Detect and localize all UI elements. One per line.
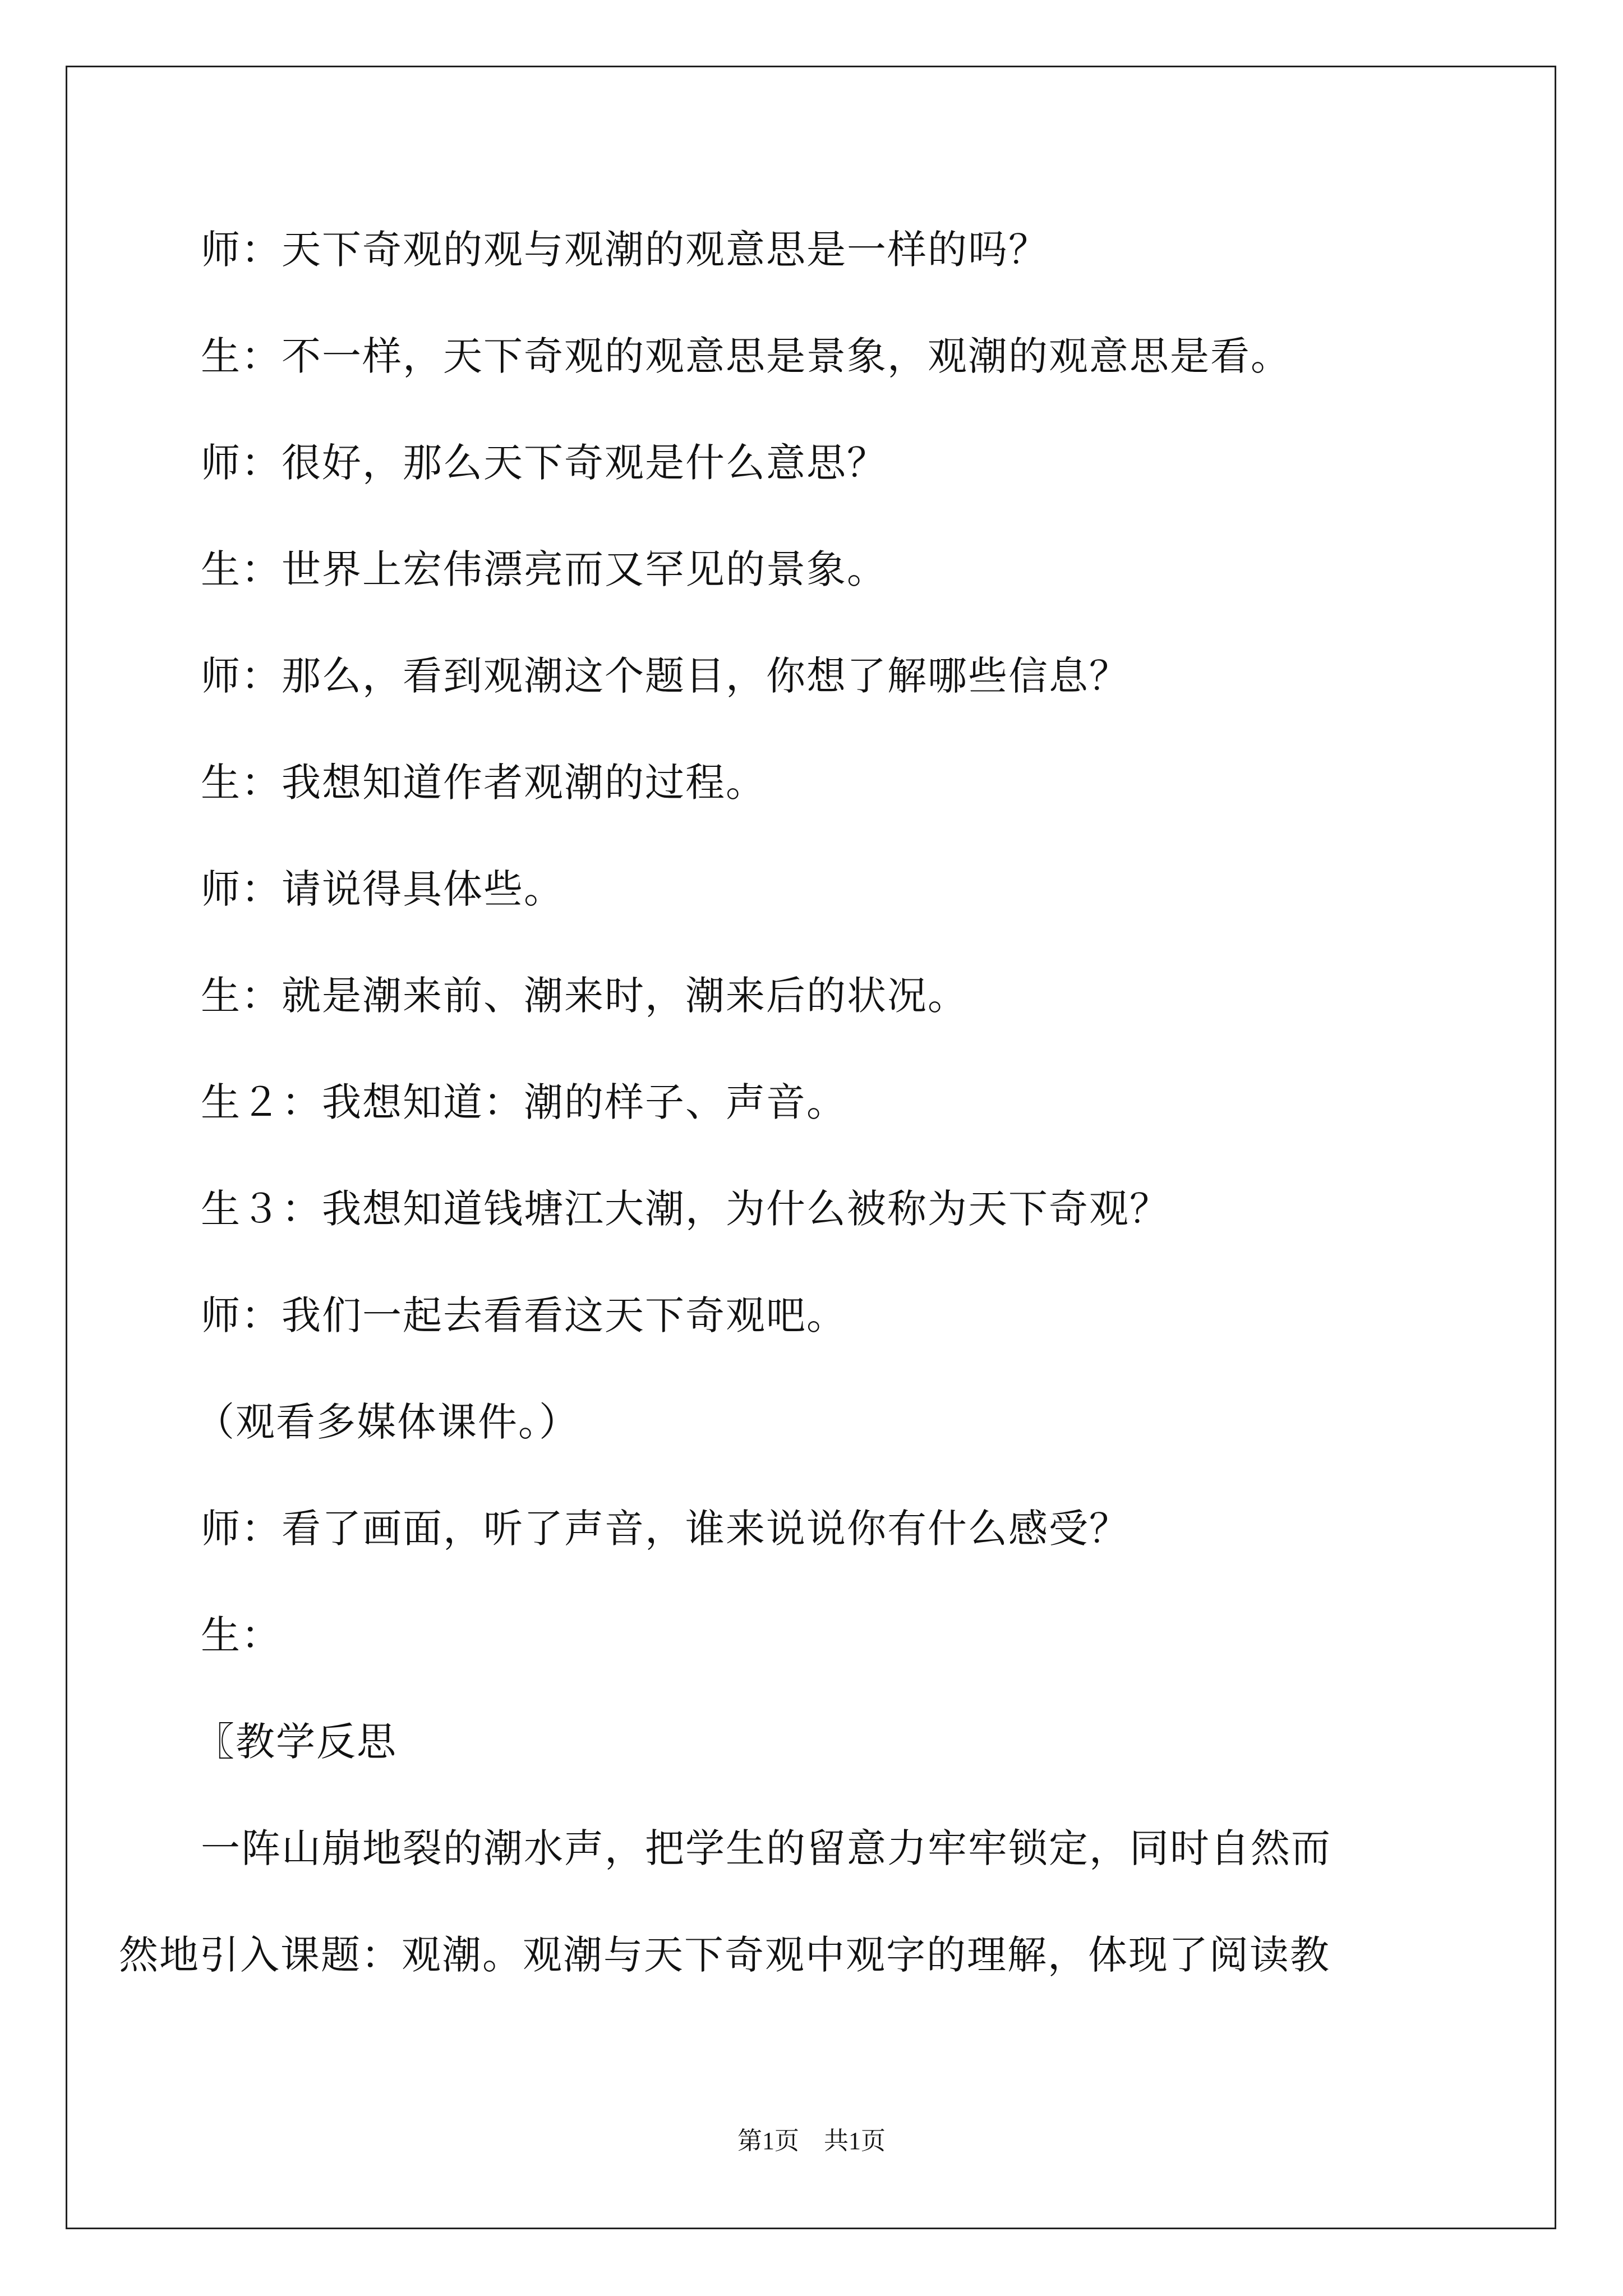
paragraph-line: 然地引入课题：观潮。观潮与天下奇观中观字的理解，体现了阅读教 bbox=[119, 1932, 1330, 1978]
page-border bbox=[66, 66, 1556, 2229]
dialogue-line: 生：就是潮来前、潮来时，潮来后的状况。 bbox=[201, 973, 968, 1019]
dialogue-line: 生：不一样，天下奇观的观意思是景象，观潮的观意思是看。 bbox=[201, 333, 1291, 379]
dialogue-line: 生： bbox=[201, 1612, 282, 1658]
stage-direction: （观看多媒体课件。） bbox=[195, 1399, 579, 1445]
paragraph-line: 一阵山崩地裂的潮水声，把学生的留意力牢牢锁定，同时自然而 bbox=[201, 1825, 1331, 1871]
dialogue-line: 师：那么，看到观潮这个题目，你想了解哪些信息？ bbox=[201, 653, 1129, 699]
dialogue-line: 师：请说得具体些。 bbox=[201, 866, 564, 912]
page-footer: 第1页 共1页 bbox=[737, 2127, 886, 2155]
dialogue-line: 师：天下奇观的观与观潮的观意思是一样的吗？ bbox=[201, 227, 1049, 273]
dialogue-line: 生２：我想知道：潮的样子、声音。 bbox=[201, 1079, 847, 1125]
dialogue-line: 生：我想知道作者观潮的过程。 bbox=[201, 760, 766, 806]
dialogue-line: 师：很好，那么天下奇观是什么意思？ bbox=[201, 440, 887, 486]
dialogue-line: 师：看了画面，听了声音，谁来说说你有什么感受？ bbox=[201, 1506, 1129, 1552]
section-heading: 〖教学反思 bbox=[195, 1719, 397, 1765]
dialogue-line: 师：我们一起去看看这天下奇观吧。 bbox=[201, 1292, 847, 1338]
dialogue-line: 生３：我想知道钱塘江大潮，为什么被称为天下奇观？ bbox=[201, 1186, 1170, 1232]
dialogue-line: 生：世界上宏伟漂亮而又罕见的景象。 bbox=[201, 546, 887, 592]
